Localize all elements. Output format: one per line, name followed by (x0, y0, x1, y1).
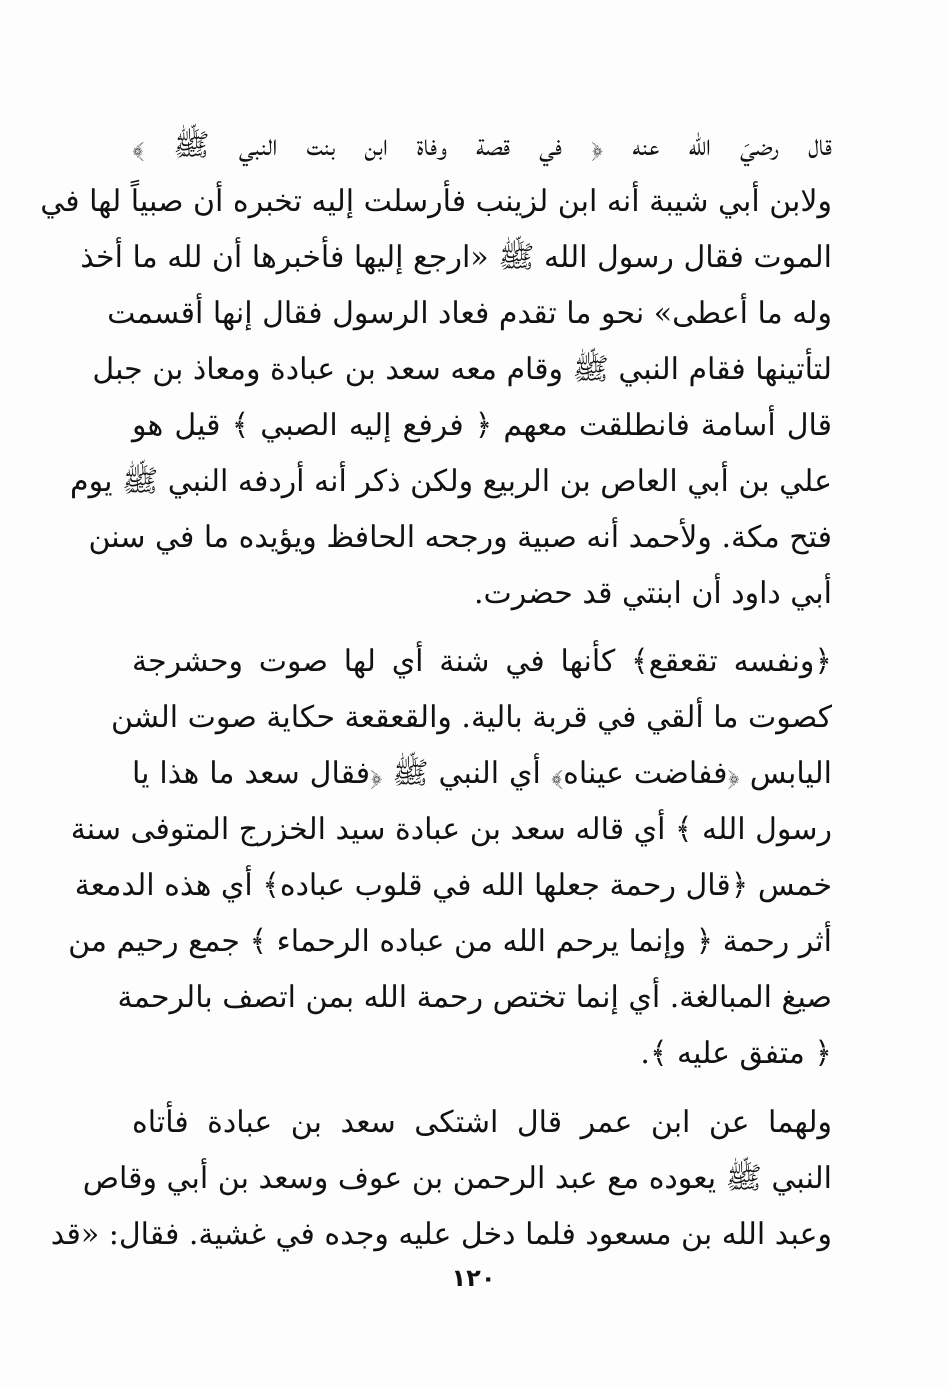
paragraph-2 (68, 634, 832, 1082)
text-line: الموت فقال رسول الله ﷺ «ارجع إليها فأخبرها أن لله ما أخذ (80, 240, 832, 275)
text-line: كصوت ما ألقي في قربة بالية. والقعقعة حكاية صوت الشن (110, 700, 832, 735)
text-line: اليابس ﴿ففاضت عيناه﴾ أي النبي ﷺ ﴿فقال سعد ما هذا يا (132, 756, 832, 791)
text-line: ﴿ونفسه تقعقع﴾ كأنها في شنة أي لها صوت وحشرجة (132, 644, 832, 679)
text-line: ولهما عن ابن عمر قال اشتكى سعد بن عبادة فأتاه (132, 1105, 832, 1140)
text-line: النبي ﷺ يعوده مع عبد الرحمن بن عوف وسعد بن أبي وقاص (82, 1161, 832, 1196)
paragraph-1 (40, 118, 832, 622)
page-number: ١٢٠ (451, 1264, 496, 1292)
text-line: وله ما أعطى» نحو ما تقدم فعاد الرسول فقال إنها أقسمت (107, 296, 832, 331)
text-line: قال أسامة فانطلقت معهم ﴿ فرفع إليه الصبي ﴾ قيل هو (132, 408, 832, 443)
text-line: وعبد الله بن مسعود فلما دخل عليه وجده في غشية. فقال: «قد (50, 1217, 832, 1252)
paragraph-3 (50, 1095, 832, 1263)
text-line: قال رضيَ الله عنه ﴿ في قصة وفاة ابن بنت النبي ﷺ ﴾ (132, 128, 832, 163)
text-line: أبي داود أن ابنتي قد حضرت. (473, 576, 832, 611)
text-line: رسول الله ﴾ أي قاله سعد بن عبادة سيد الخزرج المتوفى سنة (70, 812, 832, 847)
text-line: أثر رحمة ﴿ وإنما يرحم الله من عباده الرحماء ﴾ جمع رحيم من (68, 924, 832, 959)
text-line: فتح مكة. ولأحمد أنه صبية ورجحه الحافظ ويؤيده ما في سنن (88, 520, 832, 555)
text-line: صيغ المبالغة. أي إنما تختص رحمة الله بمن اتصف بالرحمة (117, 980, 832, 1015)
text-line: ﴿ متفق عليه ﴾. (640, 1036, 832, 1071)
text-line: لتأتينها فقام النبي ﷺ وقام معه سعد بن عبادة ومعاذ بن جبل (92, 352, 832, 387)
text-line: علي بن أبي العاص بن الربيع ولكن ذكر أنه أردفه النبي ﷺ يوم (70, 464, 832, 499)
text-line: ولابن أبي شيبة أنه ابن لزينب فأرسلت إليه تخبره أن صبياً لها في (40, 184, 832, 219)
text-line: خمس ﴿قال رحمة جعلها الله في قلوب عباده﴾ أي هذه الدمعة (74, 868, 832, 903)
